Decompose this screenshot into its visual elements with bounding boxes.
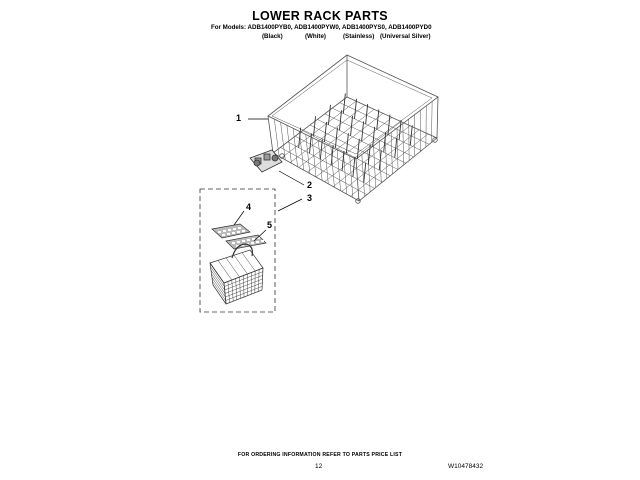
callout-4: 4 xyxy=(246,202,252,212)
callout-3: 3 xyxy=(307,193,313,203)
models-line: For Models: ADB1400PYB0, ADB1400PYW0, ADB1400PYS0, ADB1400PYD0 xyxy=(211,24,432,31)
basket-assembly-box xyxy=(200,189,275,312)
finish-black: (Black) xyxy=(262,33,283,40)
finish-white: (White) xyxy=(305,33,326,40)
page-title: LOWER RACK PARTS xyxy=(252,9,388,23)
lower-rack-illustration xyxy=(268,55,438,203)
finish-stainless: (Stainless) xyxy=(343,33,375,40)
ordering-note: FOR ORDERING INFORMATION REFER TO PARTS PRICE LIST xyxy=(237,452,403,458)
document-id: W10478432 xyxy=(448,463,484,470)
rack-wheel-part-illustration xyxy=(250,150,282,172)
callout-1: 1 xyxy=(236,113,242,123)
basket-cover-illustration xyxy=(212,224,266,249)
finish-universal-silver: (Universal Silver) xyxy=(380,33,431,40)
callout-2: 2 xyxy=(307,180,313,190)
page-number: 12 xyxy=(315,463,323,470)
silverware-basket-illustration xyxy=(210,244,263,304)
callout-5: 5 xyxy=(267,220,273,230)
